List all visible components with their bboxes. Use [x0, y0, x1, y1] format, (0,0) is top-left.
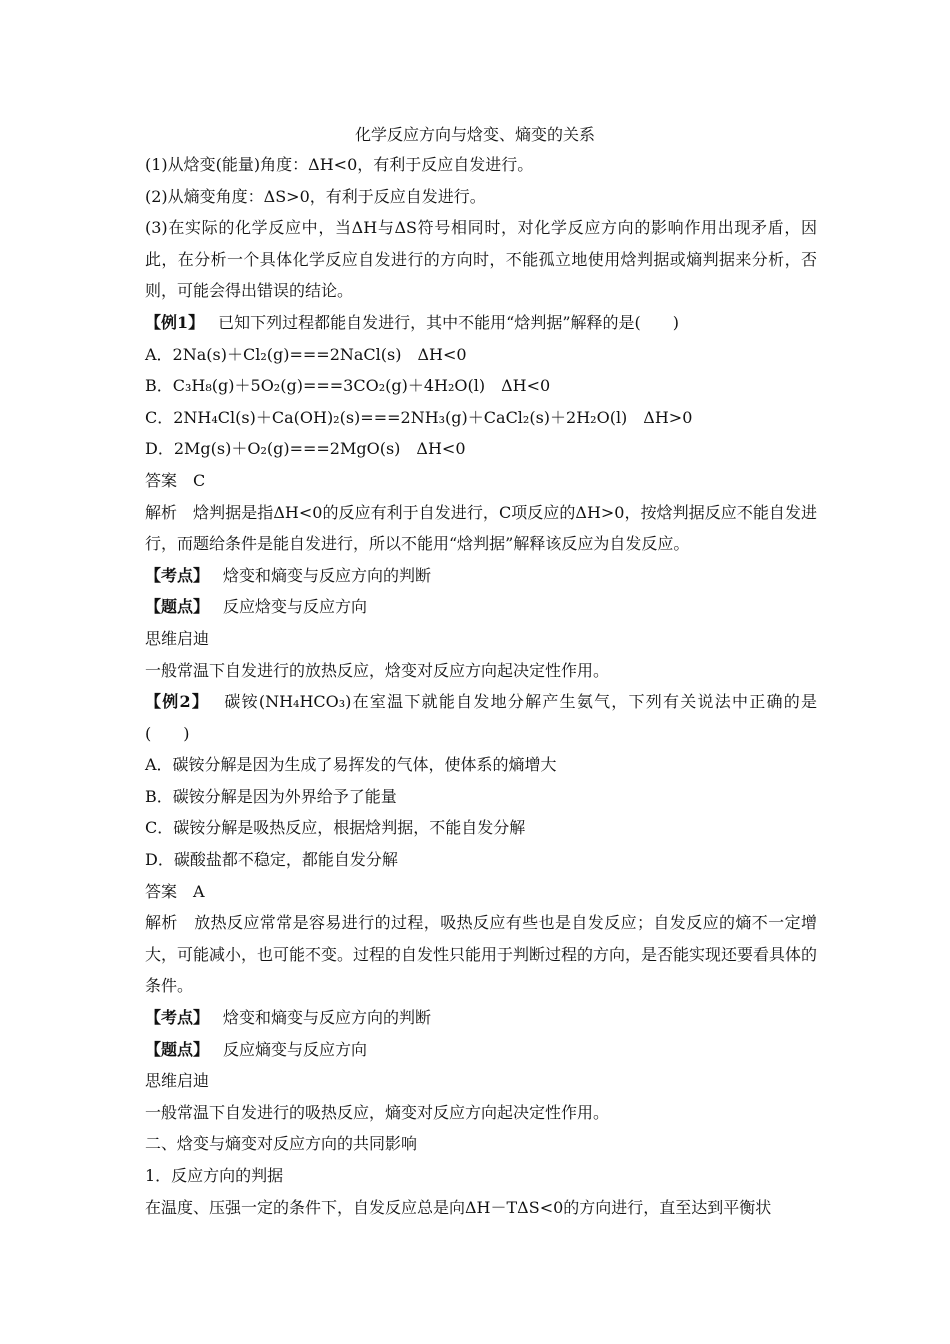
tidian-text: 反应熵变与反应方向: [223, 1039, 368, 1059]
tidian-label: 【题点】: [145, 1039, 210, 1059]
example2-answer: 答案 A: [145, 881, 205, 901]
example1-thinking-title: 思维启迪: [145, 628, 210, 648]
example2-question: [145, 686, 817, 749]
example2-option-d: D．碳酸盐都不稳定，都能自发分解: [145, 850, 398, 870]
example2-analysis: 解析 放热反应常常是容易进行的过程，吸热反应有些也是自发反应；自发反应的熵不一定增大，可能减小，也可能不变。过程的自发性只能用于判断过程的方向，是否能实现还要看具体的条件。: [145, 913, 818, 996]
example1-thinking: 一般常温下自发进行的放热反应，焓变对反应方向起决定性作用。: [145, 660, 610, 680]
example1-label: 【例1】: [145, 312, 205, 332]
example2-thinking: 一般常温下自发进行的吸热反应，熵变对反应方向起决定性作用。: [145, 1102, 610, 1122]
section2-heading: 二、焓变与熵变对反应方向的共同影响: [145, 1134, 418, 1154]
section-title: 化学反应方向与焓变、熵变的关系: [354, 125, 595, 144]
kaodian-label: 【考点】: [145, 1008, 210, 1028]
example1-question: [145, 307, 817, 339]
tidian-label: 【题点】: [145, 597, 210, 617]
document-body: [145, 149, 817, 1223]
example1-option-c: C．2NH₄Cl(s)＋Ca(OH)₂(s)===2NH₃(g)＋CaCl₂(s)＋2H₂O(l) ΔH>0: [145, 407, 693, 427]
example2-tidian: [145, 1034, 817, 1066]
example2-question-text: 碳铵(NH₄HCO₃)在室温下就能自发地分解产生氨气，下列有关说法中正确的是( ): [145, 692, 817, 743]
example1-answer: 答案 C: [145, 470, 206, 490]
example1-tidian: [145, 591, 817, 623]
example1-option-a: A．2Na(s)＋Cl₂(g)===2NaCl(s) ΔH<0: [145, 344, 467, 364]
point-combined: (3)在实际的化学反应中，当ΔH与ΔS符号相同时，对化学反应方向的影响作用出现矛盾，因此，在分析一个具体化学反应自发进行的方向时，不能孤立地使用焓判据或熵判据来分析，否则，可能会得出错误的结论。: [145, 218, 817, 301]
section2-subheading: 1．反应方向的判据: [145, 1166, 284, 1185]
example1-question-text: 已知下列过程都能自发进行，其中不能用“焓判据”解释的是( ): [218, 312, 679, 332]
example2-option-b: B．碳铵分解是因为外界给予了能量: [145, 786, 397, 806]
kaodian-label: 【考点】: [145, 565, 210, 585]
example1-option-d: D．2Mg(s)＋O₂(g)===2MgO(s) ΔH<0: [145, 439, 466, 459]
example1-kaodian: [145, 560, 817, 592]
example2-option-a: A．碳铵分解是因为生成了易挥发的气体，使体系的熵增大: [145, 755, 557, 775]
example2-kaodian: [145, 1002, 817, 1034]
point-entropy: (2)从熵变角度：ΔS>0，有利于反应自发进行。: [145, 186, 486, 206]
section2-text: 在温度、压强一定的条件下，自发反应总是向ΔH－TΔS<0的方向进行，直至达到平衡状: [145, 1197, 772, 1217]
example1-option-b: B．C₃H₈(g)＋5O₂(g)===3CO₂(g)＋4H₂O(l) ΔH<0: [145, 376, 551, 396]
kaodian-text: 焓变和熵变与反应方向的判断: [223, 565, 432, 585]
example2-option-c: C．碳铵分解是吸热反应，根据焓判据，不能自发分解: [145, 818, 526, 838]
tidian-text: 反应焓变与反应方向: [223, 597, 368, 617]
kaodian-text: 焓变和熵变与反应方向的判断: [223, 1008, 432, 1028]
example1-analysis: 解析 焓判据是指ΔH<0的反应有利于自发进行，C项反应的ΔH>0，按焓判据反应不能自发进行，而题给条件是能自发进行，所以不能用“焓判据”解释该反应为自发反应。: [145, 502, 817, 554]
point-enthalpy: (1)从焓变(能量)角度：ΔH<0，有利于反应自发进行。: [145, 155, 534, 174]
example2-label: 【例2】: [145, 692, 210, 712]
example2-thinking-title: 思维启迪: [145, 1071, 210, 1091]
